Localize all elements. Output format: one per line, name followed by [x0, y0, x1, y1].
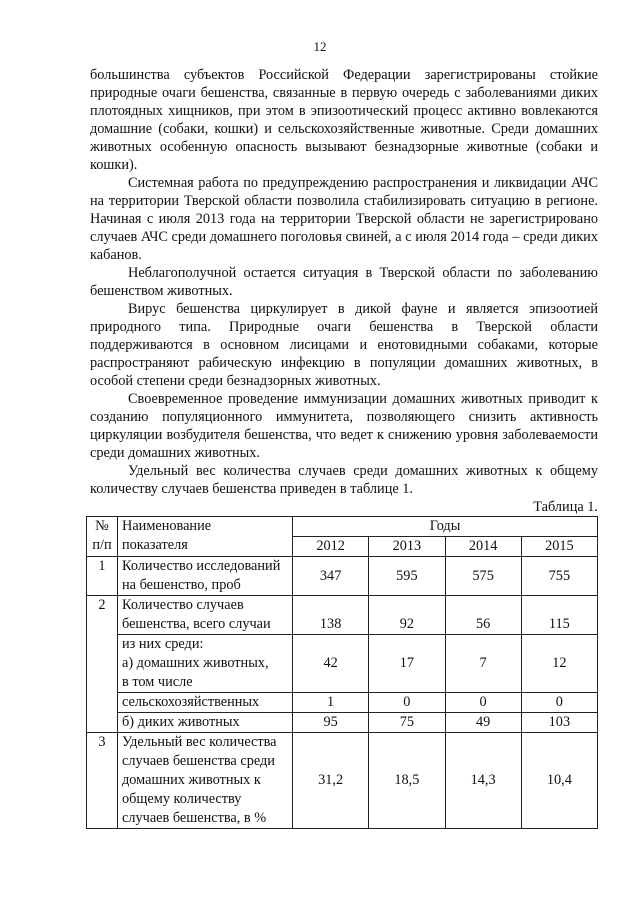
body-text	[90, 66, 598, 498]
cell: 0	[521, 693, 597, 713]
cell: 31,2	[293, 733, 369, 829]
page-number: 12	[313, 39, 327, 54]
paragraph: Удельный вес количества случаев среди домашних животных к общему количеству случаев бешенства приведен в таблице 1.	[90, 463, 598, 497]
cell: 75	[369, 713, 445, 733]
row-num: 3	[87, 733, 118, 829]
table-row	[87, 713, 598, 733]
data-table	[86, 516, 598, 829]
cell: 18,5	[369, 733, 445, 829]
cell: 10,4	[521, 733, 597, 829]
row-name: Удельный вес количества случаев бешенства среди домашних животных к общему количеству случаев бешенства, в %	[118, 733, 293, 829]
header-year: 2015	[521, 537, 597, 557]
paragraph: большинства субъектов Российской Федерации зарегистрированы стойкие природные очаги бешенства, связанные в первую очередь с заболеваниями диких плотоядных хищников, при этом в эпизоотический процесс активно вовлекаются домашние (собаки, кошки) и сельскохозяйственные животные. Среди домашних животных особенную опасность вызывают безнадзорные животные (собаки и кошки).	[90, 67, 598, 173]
paragraph: Вирус бешенства циркулирует в дикой фауне и является эпизоотией природного типа. Природные очаги бешенства в Тверской области поддерживаются в основном лисицами и енотовидными собаками, которые распространяют рабическую инфекцию в популяции домашних животных, в особой степени среди безнадзорных животных.	[90, 301, 598, 389]
header-name: Наименование показателя	[118, 517, 293, 557]
cell: 42	[293, 635, 369, 693]
paragraph: Неблагополучной остается ситуация в Тверской области по заболеванию бешенством животных.	[90, 265, 598, 299]
cell: 7	[445, 635, 521, 693]
row-name: Количество исследований на бешенство, проб	[118, 557, 293, 596]
header-year: 2012	[293, 537, 369, 557]
cell: 14,3	[445, 733, 521, 829]
table-row	[87, 635, 598, 693]
row-name: из них среди: а) домашних животных, в том числе	[118, 635, 293, 693]
table-header-row	[87, 517, 598, 537]
table-row	[87, 733, 598, 829]
cell: 12	[521, 635, 597, 693]
cell: 0	[445, 693, 521, 713]
cell: 103	[521, 713, 597, 733]
table-row	[87, 596, 598, 635]
row-num: 1	[87, 557, 118, 596]
cell: 755	[521, 557, 597, 596]
cell: 95	[293, 713, 369, 733]
row-name: сельскохозяйственных	[118, 693, 293, 713]
cell: 115	[521, 596, 597, 635]
cell: 56	[445, 596, 521, 635]
cell: 49	[445, 713, 521, 733]
cell: 575	[445, 557, 521, 596]
header-year: 2013	[369, 537, 445, 557]
cell: 347	[293, 557, 369, 596]
cell: 595	[369, 557, 445, 596]
paragraph: Системная работа по предупреждению распространения и ликвидации АЧС на территории Тверской области позволила стабилизировать ситуацию в регионе. Начиная с июля 2013 года на территории Тверской области не зарегистрировано случаев АЧС среди домашнего поголовья свиней, а с июля 2014 года – среди диких кабанов.	[90, 175, 598, 263]
table-row	[87, 557, 598, 596]
cell: 17	[369, 635, 445, 693]
header-years: Годы	[293, 517, 598, 537]
cell: 0	[369, 693, 445, 713]
header-year: 2014	[445, 537, 521, 557]
cell: 1	[293, 693, 369, 713]
cell: 92	[369, 596, 445, 635]
cell: 138	[293, 596, 369, 635]
table-row	[87, 693, 598, 713]
paragraph: Своевременное проведение иммунизации домашних животных приводит к созданию популяционного иммунитета, позволяющего снизить активность циркуляции возбудителя бешенства, что ведет к снижению уровня заболеваемости среди домашних животных.	[90, 391, 598, 461]
row-name: Количество случаев бешенства, всего случаи	[118, 596, 293, 635]
table-caption: Таблица 1.	[533, 499, 598, 515]
header-num: № п/п	[87, 517, 118, 557]
row-num: 2	[87, 596, 118, 733]
row-name: б) диких животных	[118, 713, 293, 733]
